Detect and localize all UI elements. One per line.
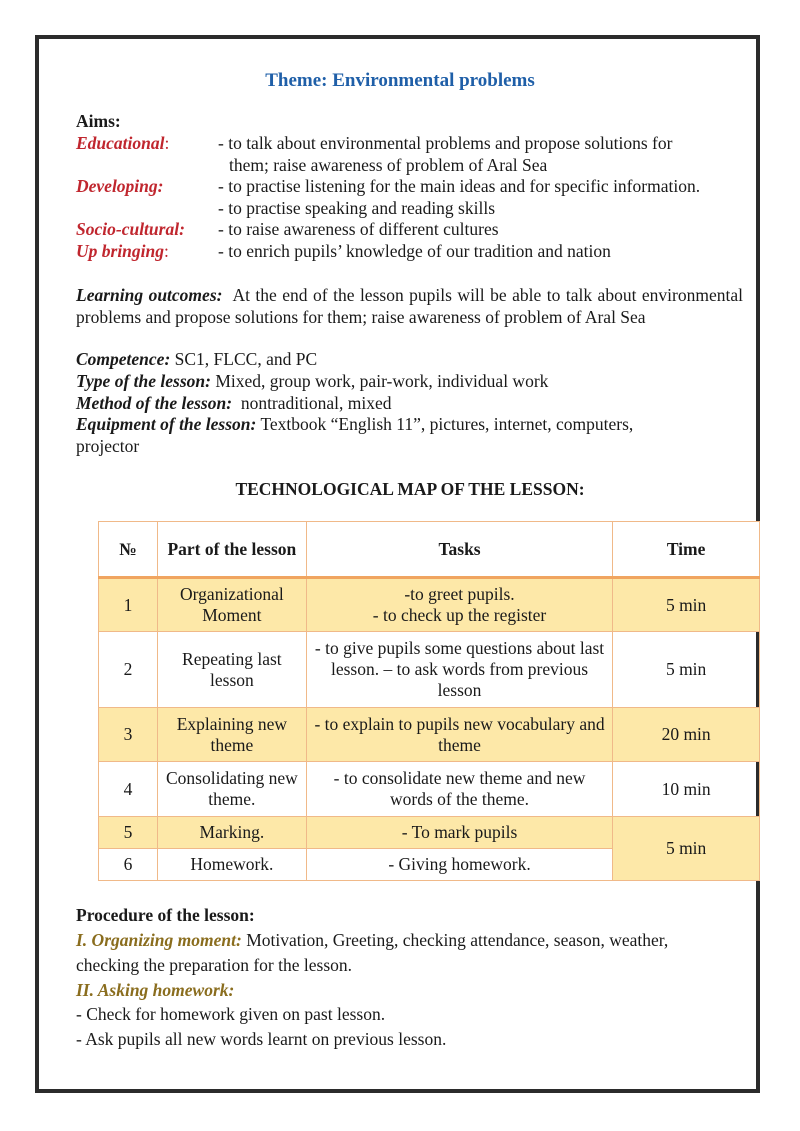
row-time: 5 min xyxy=(613,632,760,708)
upbringing-colon: : xyxy=(164,241,169,261)
procedure-step-1-label: I. Organizing moment: xyxy=(76,930,242,950)
lesson-method-text: nontraditional, mixed xyxy=(240,393,392,413)
lesson-method-line xyxy=(76,392,391,414)
developing-text-1: - to practise listening for the main ideas and for specific information. xyxy=(218,176,701,196)
learning-outcomes xyxy=(76,284,743,328)
socio-cultural-label: Socio-cultural: xyxy=(76,219,185,239)
table-row xyxy=(99,578,760,632)
upbringing-text: - to enrich pupils’ knowledge of our tradition and nation xyxy=(218,241,611,261)
row-part: Organizational Moment xyxy=(157,578,306,632)
row-number: 4 xyxy=(99,762,158,817)
equipment-label: Equipment of the lesson: xyxy=(76,414,257,434)
row-number: 2 xyxy=(99,632,158,708)
lesson-method-label: Method of the lesson: xyxy=(76,393,233,413)
procedure-step-2-line-2: - Ask pupils all new words learnt on previous lesson. xyxy=(76,1029,447,1049)
upbringing-label xyxy=(76,240,169,262)
row-part: Homework. xyxy=(157,849,306,881)
educational-text-1: - to talk about environmental problems and propose solutions for xyxy=(218,133,673,153)
header-part: Part of the lesson xyxy=(157,522,306,578)
table-header-row xyxy=(99,522,760,578)
row-task: - to explain to pupils new vocabulary and theme xyxy=(306,708,612,762)
row-time: 5 min xyxy=(613,817,760,881)
procedure-step-1-text-2: checking the preparation for the lesson. xyxy=(76,955,353,975)
educational-label xyxy=(76,132,169,154)
competence-text: SC1, FLCC, and PC xyxy=(174,349,318,369)
header-time: Time xyxy=(613,522,760,578)
row-part: Marking. xyxy=(157,817,306,849)
row-number: 6 xyxy=(99,849,158,881)
technological-map-table xyxy=(98,521,760,881)
lesson-type-label: Type of the lesson: xyxy=(76,371,211,391)
row-number: 1 xyxy=(99,578,158,632)
row-task-line-2: - to check up the register xyxy=(372,605,547,625)
equipment-text-2: projector xyxy=(76,436,140,456)
aims-heading: Aims: xyxy=(76,111,121,131)
row-time: 10 min xyxy=(613,762,760,817)
row-time: 5 min xyxy=(613,578,760,632)
procedure-step-1-text: Motivation, Greeting, checking attendance, season, weather, xyxy=(246,930,669,950)
educational-colon: : xyxy=(164,133,170,153)
row-task: - to consolidate new theme and new words of the theme. xyxy=(306,762,612,817)
socio-cultural-text: - to raise awareness of different cultures xyxy=(218,219,499,239)
upbringing-label-text: Up bringing xyxy=(76,241,165,261)
procedure-heading: Procedure of the lesson: xyxy=(76,905,255,925)
lesson-type-text: Mixed, group work, pair-work, individual work xyxy=(215,371,549,391)
table-row xyxy=(99,632,760,708)
row-task: - To mark pupils xyxy=(306,817,612,849)
row-task-line-1: -to greet pupils. xyxy=(404,584,515,604)
row-number: 5 xyxy=(99,817,158,849)
lesson-type-line xyxy=(76,370,548,392)
row-number: 3 xyxy=(99,708,158,762)
procedure-step-1 xyxy=(76,929,668,951)
equipment-text-1: Textbook “English 11”, pictures, internet, computers, xyxy=(260,414,634,434)
row-part: Explaining new theme xyxy=(157,708,306,762)
row-task: - Giving homework. xyxy=(306,849,612,881)
procedure-step-2-line-1: - Check for homework given on past lesson. xyxy=(76,1004,386,1024)
procedure-step-2-label: II. Asking homework: xyxy=(76,980,235,1000)
developing-text-2: - to practise speaking and reading skills xyxy=(218,198,496,218)
row-part: Consolidating new theme. xyxy=(157,762,306,817)
map-title: TECHNOLOGICAL MAP OF THE LESSON: xyxy=(235,479,585,499)
table-row xyxy=(99,708,760,762)
header-number: № xyxy=(99,522,158,578)
learning-outcomes-text: At the end of the lesson pupils will be able to talk about environmental problems and propose solutions for them; raise awareness of problem of Aral Sea xyxy=(76,285,743,327)
developing-label: Developing: xyxy=(76,176,164,196)
row-task xyxy=(306,578,612,632)
row-time: 20 min xyxy=(613,708,760,762)
equipment-line xyxy=(76,413,633,435)
competence-line xyxy=(76,348,317,370)
row-part: Repeating last lesson xyxy=(157,632,306,708)
header-tasks: Tasks xyxy=(306,522,612,578)
row-task: - to give pupils some questions about last lesson. – to ask words from previous lesson xyxy=(306,632,612,708)
educational-label-text: Educational xyxy=(76,133,165,153)
page-title: Theme: Environmental problems xyxy=(265,70,535,91)
competence-label: Competence: xyxy=(76,349,171,369)
table-row xyxy=(99,817,760,849)
table-row xyxy=(99,762,760,817)
learning-outcomes-label: Learning outcomes: xyxy=(76,285,223,305)
educational-text-2: them; raise awareness of problem of Aral Sea xyxy=(229,155,548,175)
